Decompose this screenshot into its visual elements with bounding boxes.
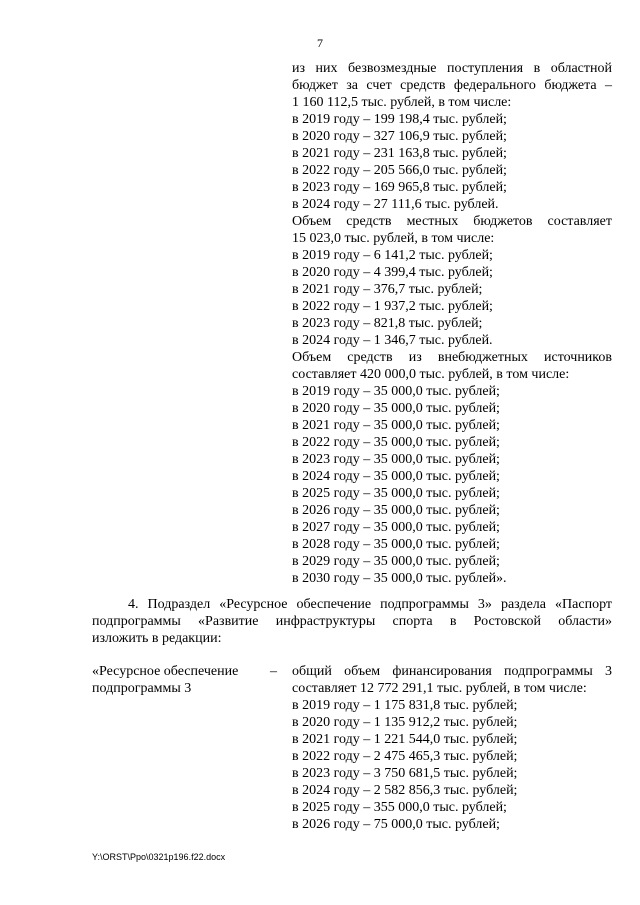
text-line: бюджет за счет средств федерального бюджета – (292, 78, 612, 93)
file-path-footer: Y:\ORST\Ppo\0321p196.f22.docx (92, 852, 226, 862)
text-line: в 2023 году – 35 000,0 тыс. рублей; (292, 452, 500, 467)
text-line: в 2020 году – 4 399,4 тыс. рублей; (292, 265, 493, 280)
text-line: в 2024 году – 2 582 856,3 тыс. рублей; (292, 783, 518, 798)
text-line: в 2022 году – 205 566,0 тыс. рублей; (292, 163, 507, 178)
text-line: в 2022 году – 1 937,2 тыс. рублей; (292, 299, 493, 314)
text-line: в 2020 году – 1 135 912,2 тыс. рублей; (292, 715, 518, 730)
text-line: составляет 420 000,0 тыс. рублей, в том числе: (292, 367, 570, 382)
text-line: в 2029 году – 35 000,0 тыс. рублей; (292, 554, 500, 569)
text-line: 1 160 112,5 тыс. рублей, в том числе: (292, 95, 512, 110)
text-line: в 2022 году – 35 000,0 тыс. рублей; (292, 435, 500, 450)
text-line: в 2028 году – 35 000,0 тыс. рублей; (292, 537, 500, 552)
label-value-dash: – (270, 664, 277, 679)
text-line: в 2030 году – 35 000,0 тыс. рублей». (292, 571, 507, 586)
text-line: в 2021 году – 376,7 тыс. рублей; (292, 282, 483, 297)
text-line: в 2022 году – 2 475 465,3 тыс. рублей; (292, 749, 518, 764)
label-line: «Ресурсное обеспечение (92, 664, 239, 679)
text-line: в 2026 году – 75 000,0 тыс. рублей; (292, 817, 500, 832)
text-line: общий объем финансирования подпрограммы 3 (292, 664, 612, 679)
text-line: подпрограммы «Развитие инфраструктуры спорта в Ростовской области» (92, 614, 612, 629)
text-line: в 2020 году – 327 106,9 тыс. рублей; (292, 129, 507, 144)
text-line: в 2019 году – 6 141,2 тыс. рублей; (292, 248, 493, 263)
text-line: в 2023 году – 3 750 681,5 тыс. рублей; (292, 766, 518, 781)
text-line: в 2021 году – 35 000,0 тыс. рублей; (292, 418, 500, 433)
text-line: в 2024 году – 35 000,0 тыс. рублей; (292, 469, 500, 484)
text-line: из них безвозмездные поступления в областной (292, 61, 612, 76)
text-line: в 2025 году – 35 000,0 тыс. рублей; (292, 486, 500, 501)
text-line: изложить в редакции: (92, 631, 222, 646)
text-line: 4. Подраздел «Ресурсное обеспечение подпрограммы 3» раздела «Паспорт (128, 597, 612, 612)
funding-block-federal-local-extrabudgetary (292, 60, 612, 587)
text-line: в 2027 году – 35 000,0 тыс. рублей; (292, 520, 500, 535)
text-line: в 2021 году – 1 221 544,0 тыс. рублей; (292, 732, 518, 747)
text-line: в 2023 году – 821,8 тыс. рублей; (292, 316, 483, 331)
row-label-resource-provision (92, 663, 282, 697)
text-line: в 2024 году – 27 111,6 тыс. рублей. (292, 197, 499, 212)
text-line: в 2019 году – 199 198,4 тыс. рублей; (292, 112, 507, 127)
text-line: в 2019 году – 35 000,0 тыс. рублей; (292, 384, 500, 399)
label-line: подпрограммы 3 (92, 681, 192, 696)
text-line: в 2024 году – 1 346,7 тыс. рублей. (292, 333, 493, 348)
text-line: Объем средств из внебюджетных источников (292, 350, 612, 365)
text-line: в 2021 году – 231 163,8 тыс. рублей; (292, 146, 507, 161)
text-line: в 2023 году – 169 965,8 тыс. рублей; (292, 180, 507, 195)
section-4-instruction (92, 596, 612, 647)
text-line: в 2026 году – 35 000,0 тыс. рублей; (292, 503, 500, 518)
text-line: в 2019 году – 1 175 831,8 тыс. рублей; (292, 698, 518, 713)
text-line: Объем средств местных бюджетов составляет (292, 214, 612, 229)
page-number: 7 (317, 36, 323, 50)
text-line: составляет 12 772 291,1 тыс. рублей, в том числе: (292, 681, 587, 696)
text-line: 15 023,0 тыс. рублей, в том числе: (292, 231, 495, 246)
text-line: в 2025 году – 355 000,0 тыс. рублей; (292, 800, 507, 815)
text-line: в 2020 году – 35 000,0 тыс. рублей; (292, 401, 500, 416)
funding-block-subprogram-3 (292, 663, 612, 833)
